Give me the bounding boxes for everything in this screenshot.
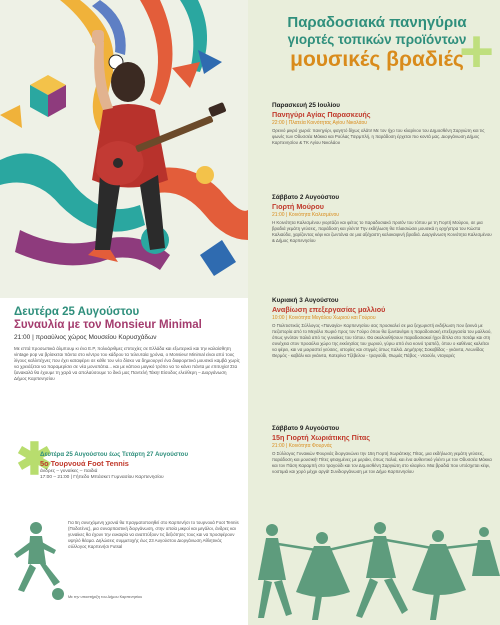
event-place: 21:00 | προαύλιος χώρος Μουσείου Κορυσχάδων xyxy=(14,334,157,341)
plus-decoration-icon: + xyxy=(458,18,494,85)
header xyxy=(262,14,492,72)
event-description: Ο Σύλλογος Γυναικών Φουρνάς διοργανώνει την 15η Γιορτή Χωριάτικης Πίτας, μια εκδήλωση γεμάτη γεύσεις, παράδοση και μουσική! Πίτες φτιαγμένες με μεράκι, όπως παλιά, και ένα αυθεντικό γλέντι με τον Οδυσσέα Μάκκα και τον Πάση Καραμπή στο τραγούδι και τον Δημοσθένη Σαργιώτη στο κλαρίνο. Μια βραδιά που υπόσχεται κέφι, νοστιμιά και χορό μέχρι αργά! Συνδιοργάνωση με τον Δήμο Καρπενησίου xyxy=(272,451,492,474)
event-date: Παρασκευή 25 Ιουλίου xyxy=(272,102,341,109)
event-monsieur-minimal xyxy=(14,306,240,382)
header-line-2: γιορτές τοπικών προϊόντων xyxy=(287,32,467,47)
event-place: 22:00 | Πλατεία Κοινότητας Αγίου Νικολάου xyxy=(272,120,367,126)
event-date: Σάββατο 9 Αυγούστου xyxy=(272,425,340,432)
event-description: Η Κοινότητα Καλεσμένου γιορτάζει και φέτος το παραδοσιακό προϊόν του τόπου με τη Γιορτή Μούρου, σε μια βραδιά γεμάτη γεύσεις, παράδοση και γλέντι! Την εκδήλωση θα πλαισιώσει μουσικά η ορχήστρα του Κώστα Καλιαύδα, χαρίζοντας κέφι και ζωντάνια σε μια αξέχαστη καλοκαιρινή βραδιά. Διοργάνωση Κοινότητα Καλεσμένου & Δήμος Καρπενησίου xyxy=(272,220,492,243)
foot-tennis-note: Με την υποστήριξη του Δήμου Καρπενησίου xyxy=(68,595,143,599)
event-name: 5ο Τουρνουά Foot Tennis xyxy=(40,459,129,468)
event-place: 21:00 | Κοινότητα Φουρνάς xyxy=(272,443,333,449)
hero-illustration xyxy=(0,0,248,298)
event-anaviosi-malliou xyxy=(272,297,492,359)
event-name: Πανηγύρι Αγίας Παρασκευής xyxy=(272,110,371,119)
event-agia-paraskevi xyxy=(272,102,492,146)
header-line-3: μουσικές βραδιές xyxy=(290,48,464,71)
event-place: 10:00 | Κοινότητα Μεγάλου Χωριού και Γούρου xyxy=(272,315,376,321)
header-line-1: Παραδοσιακά πανηγύρια xyxy=(287,14,467,31)
event-place: 17:00 – 21:00 | Γήπεδο Μπάσκετ Γυμνασίου Καρπενησίου xyxy=(40,475,164,480)
dancers-illustration xyxy=(252,520,500,625)
event-audience: άνδρες – γυναίκες – παιδιά xyxy=(40,469,98,474)
event-date: Δευτέρα 25 Αυγούστου έως Τετάρτη 27 Αυγούστου xyxy=(40,451,189,458)
event-date: Δευτέρα 25 Αυγούστου xyxy=(14,306,140,318)
football-player-illustration xyxy=(8,520,66,602)
event-description: Ορεινό μικρό χωριό: πανηγύρι, φαγητό δίχως αλάτι! Με τον ήχο του κλαρίνου του Δημοσθένη Σαργιώτη και τις φωνές των Οδυσσέα Μάκκα και Ρούλας Τσιρμπλή, η παράδοση έρχεται πιο κοντά μας. Διοργάνωση Δήμος Καρπενησίου & ΤΚ Αγίου Νικολάου xyxy=(272,128,485,145)
event-description: Με επτά προσωπικά άλμπουμ κι ένα E.P, πολυάριθμες επιτυχίες σε Ελλάδα και εξωτερικό και την καλαίσθητη vintage pop να βρίσκεται πάντα στο κέντρο του κάδρου τα τελευταία χρόνια, ο Monsieur Minimal είναι από τους λίγους καλλιτέχνες που έχει καταφέρει σε κάθε του νέο δίσκο να δημιουργεί ένα διαφορετικό μουσικό καμβά χωρίς να χρειάζεται να παραμερίσει σε νέα μονοπάτια... και με κάποιο μαγικό τρόπο να το κάνει πάντα με επιτυχία! Στα ξανακαλά θα έχουμε τη χαρά να απολαύσουμε το δικό μας Παντελή Τάκη! Είσοδος ελεύθερη – Διοργάνωση Δήμος Καρπενησίου xyxy=(14,346,240,381)
event-name: Αναβίωση επεξεργασίας μαλλιού xyxy=(272,305,386,314)
event-foot-tennis xyxy=(40,451,240,480)
event-name: Γιορτή Μούρου xyxy=(272,202,324,211)
event-name: Συναυλία με τον Monsieur Minimal xyxy=(14,319,202,331)
plus-decoration-icon: ✱ xyxy=(16,435,53,484)
event-date: Κυριακή 3 Αυγούστου xyxy=(272,297,339,304)
event-description: Ο Πολιτιστικός Σύλλογος «Παναγία» Καρπενησίου σας προσκαλεί σε μια ξεχωριστή εκδήλωση που ξεκινά με πεζοπορία από το Μεγάλο Χωριό προς τον Γούρο όπου θα ζωντανέψει η παραδοσιακή επεξεργασία του μαλλιού, όπως γινόταν παλιά από τις γυναίκες του τόπου. Θα ακολουθήσουν παραδοσιακοί ήχοι δίπλα στο ποτάμι και στη συνέχεια στον προαύλιο χώρο της εκκλησίας του χωριού, γύρω από ένα κοινό τραπέζι, όπου ο καθένας καλείται να φέρει, και να μοιραστεί γεύσεις, ιστορίες και στιγμές όπως παλιά. Δημήτρης Σακαβίδας - γκάιντα, Λεωνίδας Θερμός - καβάλι και γκάιντα, Κατερίνα Τζέβελου - τραγούδι, Θωμάς Πάβος - νταούλι, νταγαρές xyxy=(272,323,492,358)
foot-tennis-description: Για 5η συνεχόμενη χρονιά θα πραγματοποιηθεί στο Καρπενήσι το τουρνουά Foot Tennis (Ποδοτένις), μια συναρπαστική διοργάνωση, στην οποία μικροί και μεγάλοι, άνδρες και γυναίκες θα έχουν την ευκαιρία να αναπτύξουν τις δεξιότητες τους και να προσφέρουν υψηλό θέαμα. Δηλώσεις συμμετοχής έως 23 Αυγούστου Διοργάνωση Αθλητικός σύλλογος Καρπενήσι Futsal xyxy=(68,520,239,549)
event-giorti-mourou xyxy=(272,194,492,244)
event-name: 15η Γιορτή Χωριάτικης Πίτας xyxy=(272,433,371,442)
event-giorti-pitas xyxy=(272,425,492,475)
event-date: Σάββατο 2 Αυγούστου xyxy=(272,194,340,201)
event-place: 21:00 | Κοινότητα Καλεσμένου xyxy=(272,212,340,218)
